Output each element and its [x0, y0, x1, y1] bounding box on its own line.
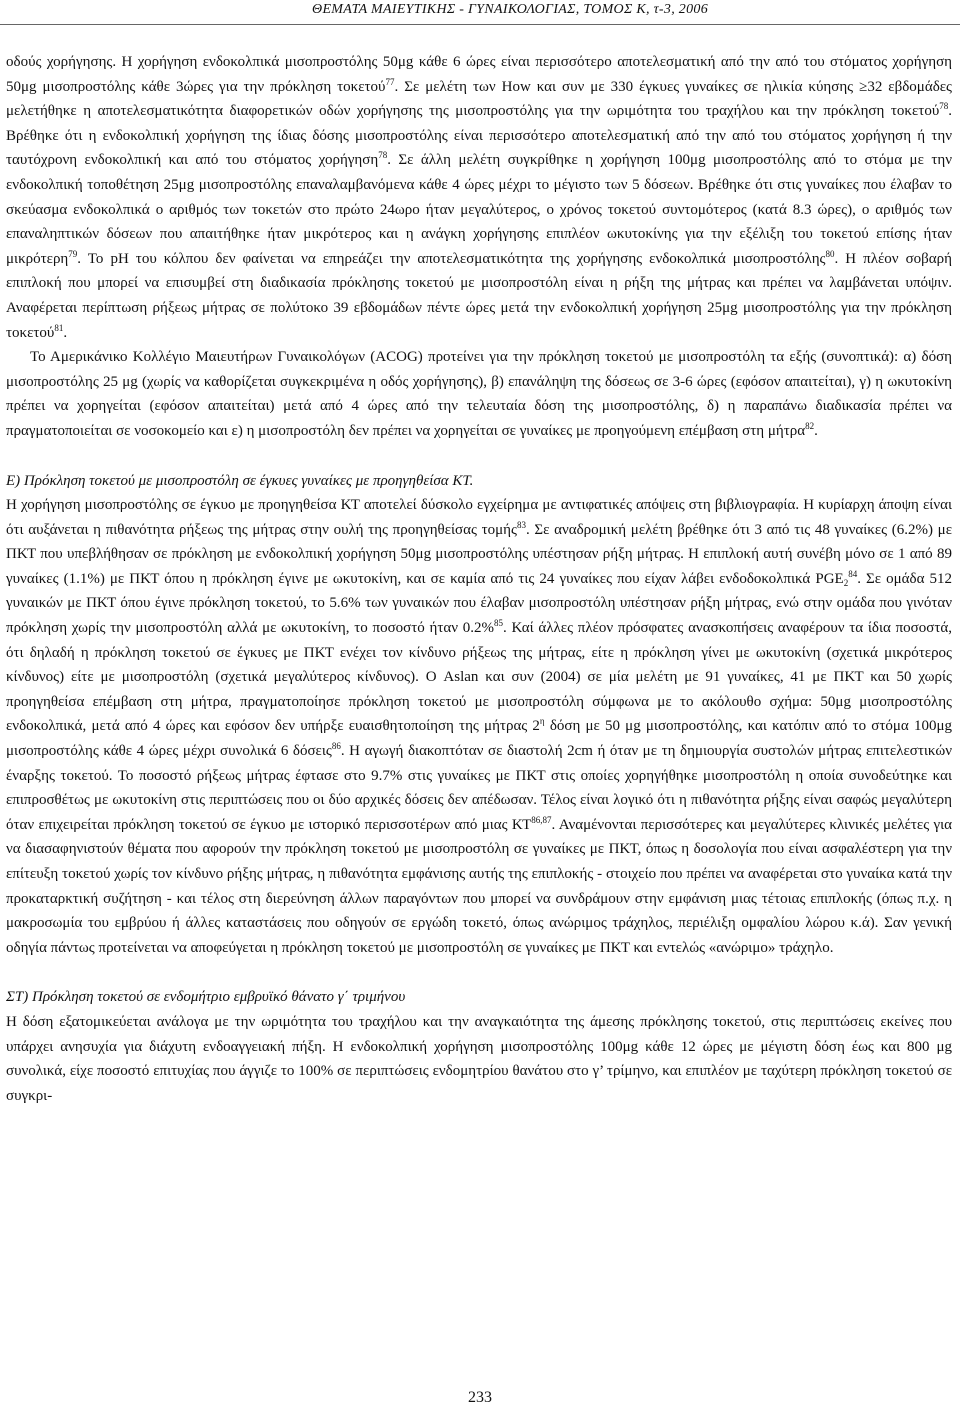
section-heading-e: Ε) Πρόκληση τοκετού με μισοπροστόλη σε έγκυες γυναίκες με προηγηθείσα ΚΤ. — [6, 472, 474, 489]
citation-ref: 85 — [494, 618, 503, 629]
citation-ref: 78 — [378, 150, 388, 161]
ordinal-suffix: η — [539, 716, 545, 727]
citation-ref: 80 — [825, 248, 835, 259]
header-divider — [0, 24, 960, 25]
paragraph-acog: Το Αμερικάνικο Κολλέγιο Μαιευτήρων Γυναικολόγων (ACOG) προτείνει για την πρόκληση τοκετού με μισοπροστόλη τα εξής (συνοπτικά): α) δόση μισοπροστόλης 25 μg (χωρίς να καθορίζεται συγκεκριμένα η οδός χορήγησης), β) επανάληψη της δόσεως σε 3-6 ώρες (εφόσον απαιτείται), γ) η ωκυτοκίνη πρέπει να χορηγείται (εφόσον απαιτείται) μετά από 4 ώρες από την τελευταία δόση της μισοπροστόλης, δ) η παραπάνω διαδικασία πρέπει να πραγματοποιείται σε νοσοκομείο και ε) η μισοπροστόλη δεν πρέπει να χορηγείται σε γυναίκες με προηγούμενη επέμβαση στη μήτρα$^{82}$. — [6, 349, 952, 439]
section-gap — [6, 444, 952, 469]
citation-ref: 83 — [516, 519, 526, 530]
citation-ref: 77 — [385, 76, 395, 87]
citation-ref: 84 — [848, 568, 858, 579]
running-header: ΘΕΜΑΤΑ ΜΑΙΕΥΤΙΚΗΣ - ΓΥΝΑΙΚΟΛΟΓΙΑΣ, ΤΟΜΟΣ Κ, τ-3, 2006 — [312, 2, 708, 17]
section-heading-st: ΣΤ) Πρόκληση τοκετού σε ενδομήτριο εμβρυϊκό θάνατο γ΄ τριμήνου — [6, 989, 406, 1006]
page-number: 233 — [468, 1389, 492, 1406]
article-body — [6, 50, 952, 1108]
subscript: 2 — [843, 577, 849, 588]
citation-ref: 82 — [805, 420, 815, 431]
paragraph-iufd: Η δόση εξατομικεύεται ανάλογα με την ωριμότητα του τραχήλου και την αναγκαιότητα της άμεσης πρόκλησης τοκετού, στις περιπτώσεις εκείνες που υπάρχει ανησυχία για διάχυτη ενδοαγγειακή πήξη. Η ενδοκολπική χορήγηση μισοπροστόλης 100μg κάθε 12 ώρες με μέγιστη δόση έως και 800 μg συνολικά, είχε ποσοστό επιτυχίας που άγγιζε το 100% σε περιπτώσεις ενδομητρίου θανάτου στο γ’ τρίμηνο, και επιπλέον με ταχύτερη πρόκληση τοκετού σε συγκρι- — [6, 1013, 952, 1104]
citation-ref: 86 — [331, 741, 341, 752]
citation-ref: 81 — [54, 322, 64, 333]
citation-ref: 79 — [68, 248, 78, 259]
section-gap — [6, 960, 952, 985]
citation-ref: 86,87 — [531, 814, 552, 825]
paragraph-misoprostol-routes: οδούς χορήγησης. Η χορήγηση ενδοκολπικά μισοπροστόλης 50μg κάθε 6 ώρες είναι περισσότερο αποτελεσματική από την από του στόματος χορήγηση 50μg μισοπροστόλης κάθε 3ώρες για την πρόκληση τοκετού$^{77}$. Σε μελέτη των How και συν με 330 έγκυες γυναίκες σε ηλικία κύησης ≥32 εβδομάδες μελετήθηκε η αποτελεσματικότητα διαφορετικών οδών χορήγησης της μισοπροστόλης για την ωριμότητα του τραχήλου και την πρόκληση τοκετού$^{78}$. Βρέθηκε ότι η ενδοκολπική χορήγηση της ίδιας δόσης μισοπροστόλης είναι περισσότερο αποτελεσματική από την από του στόματος χορήγηση ή την ταυτόχρονη ενδοκολπική και από του στόματος χορήγηση$^{78}$. Σε άλλη μελέτη συγκρίθηκε η χορήγηση 100μg μισοπροστόλης από το στόμα με την ενδοκολπική τοποθέτηση 25μg μισοπροστόλης επαναλαμβανόμενα κάθε 4 ώρες μέχρι το μέγιστο των 5 δόσεων. Βρέθηκε ότι στις γυναίκες που έλαβαν το σκεύασμα ενδοκολπικά ο αριθμός των τοκετών στο πρώτο 24ωρο ήταν μεγαλύτερος, ο χρόνος τοκετού συντομότερος (κατά 8.3 ώρες), ο αριθμός των επαναληπτικών δόσεων που απαιτήθηκε ήταν μικρότερος και η ανάγκη χορήγησης επιπλέον ωκυτοκίνης για την εξέλιξη του τοκετού επίσης ήταν μικρότερη$^{79}$. Το pH του κόλπου δεν φαίνεται να επηρεάζει την αποτελεσματικότητα της χορήγησης ενδοκολπικά μισοπροστόλης$^{80}$. Η πλέον σοβαρή επιπλοκή που μπορεί να επισυμβεί στη διαδικασία πρόκλησης τοκετού με μισοπροστόλη είναι η ρήξη της μήτρας και πρέπει να λαμβάνεται υπόψιν. Αναφέρεται περίπτωση ρήξεως μήτρας σε πολύτοκο 39 εβδομάδων πέντε ώρες μετά την ενδοκολπική χορήγηση 25μg μισοπροστόλης για την πρόκληση τοκετού$^{81}$. — [6, 54, 953, 341]
paragraph-previous-cs: Η χορήγηση μισοπροστόλης σε έγκυο με προηγηθείσα ΚΤ αποτελεί δύσκολο εγχείρημα με αντιφατικές απόψεις στη βιβλιογραφία. Η κυρίαρχη άποψη είναι ότι αυξάνεται η πιθανότητα ρήξεως της μήτρας στην ουλή της προηγηθείσας τομής$^{83}$. Σε αναδρομική μελέτη βρέθηκε ότι 3 από τις 48 γυναίκες (6.2%) με ΠΚΤ που υπεβλήθησαν σε πρόκληση με ενδοκολπική χορήγηση 50μg μισοπροστόλης υπέστησαν ρήξη μήτρας. Η επιπλοκή αυτή συνέβη μόνο σε 1 από 89 γυναίκες (1.1%) με ΠΚΤ όπου η πρόκληση έγινε με ωκυτοκίνη, και σε καμία από τις 24 γυναίκες που είχαν λάβει ενδοδοκολπικά $PGE_2^{84}$. Σε ομάδα 512 γυναικών με ΠΚΤ όπου έγινε πρόκληση τοκετού, το 5.6% των γυναικών που έλαβαν μισοπροστόλη υπέστησαν ρήξη μήτρας, ενώ στην ομάδα που γινόταν πρόκληση χωρίς την μισοπροστόλη αλλά με ωκυτοκίνη, το ποσοστό ήταν 0.2%$^{85}$. Καί άλλες πλέον πρόσφατες ανασκοπήσεις αναφέρουν τα ίδια ποσοστά, ότι δηλαδή η πρόκληση τοκετού σε έγκυες με ΠΚΤ ενέχει τον κίνδυνο ρήξεως της μήτρας, είτε η πρόκληση γίνει με ωκυτοκίνη (σχετικά μικρότερος κίνδυνος) είτε με μισοπροστόλη (σχετικά μεγαλύτερος κίνδυνος). Ο Aslan και συν (2004) σε μία μελέτη με 91 γυναίκες, 41 με ΠΚΤ και 50 χωρίς προηγηθείσα επέμβαση στη μήτρα, πραγματοποίησε πρόκληση τοκετού με μισοπροστόλη σύμφωνα με το ακόλουθο σχήμα: 50μg μισοπροστόλης ενδοκολπικά, μετά από 4 ώρες και εφόσον δεν υπήρξε ευαισθητοποίηση της μήτρας $2^\eta$ δόση με 50 μg μισοπροστόλης, και κατόπιν από το στόμα 100μg μισοπροστόλης κάθε 4 ώρες μέχρι συνολικά 6 δόσεις$^{86}$. Η αγωγή διακοπτόταν σε διαστολή 2cm ή όταν με τη δημιουργία συστολών μήτρας επιτελεστικών έναρξης τοκετού. Το ποσοστό ρήξεως μήτρας έφτασε στο 9.7% στις γυναίκες με ΠΚΤ στις οποίες χορηγήθηκε μισοπροστόλη η οποία συνοδεύτηκε και επιπροσθέτως με ωκυτοκίνη στις περιπτώσεις που οι δύο αρχικές δόσεις δεν απέδωσαν. Τέλος είναι λογικό ότι η πιθανότητα ρήξης είναι σαφώς μεγαλύτερη όταν επιχειρείται πρόκληση τοκετού σε έγκυο με ιστορικό περισσοτέρων από μιας ΚΤ$^{86,87}$. Αναμένονται περισσότερες και μεγαλύτερες κλινικές μελέτες για να διασαφηνιστούν θέματα που αφορούν την πρόκληση τοκετού με μισοπροστόλη σε γυναίκες με ΠΚΤ, όπως η δοσολογία που είναι ασφαλέστερη για την επίτευξη τοκετού χωρίς τον κίνδυνο ρήξης μήτρας, η πιθανότητα εμφάνισης αυτής της επιπλοκής - στοιχείο που πρέπει να αναφέρεται στο γυναίκα κατά την προκαταρκτική συζήτηση - και τέλος στη διερεύνηση άλλων παραγόντων που μπορεί να συνδράμουν στην εμφάνιση μιας τέτοιας επιπλοκής (όπως π.χ. η μακροσωμία του εμβρύου ή άλλες καταστάσεις που οδηγούν σε εργώδη τοκετό, όπως ανώριμος τράχηλος, περιέλιξη ομφαλίου λώρου κ.ά). Σαν γενική οδηγία πάντως προτείνεται να αποφεύγεται η πρόκληση τοκετού με μισοπροστόλη σε γυναίκες με ΠΚΤ και εντελώς «ανώριμο» τράχηλο. — [6, 497, 952, 956]
citation-ref: 78 — [939, 101, 949, 112]
